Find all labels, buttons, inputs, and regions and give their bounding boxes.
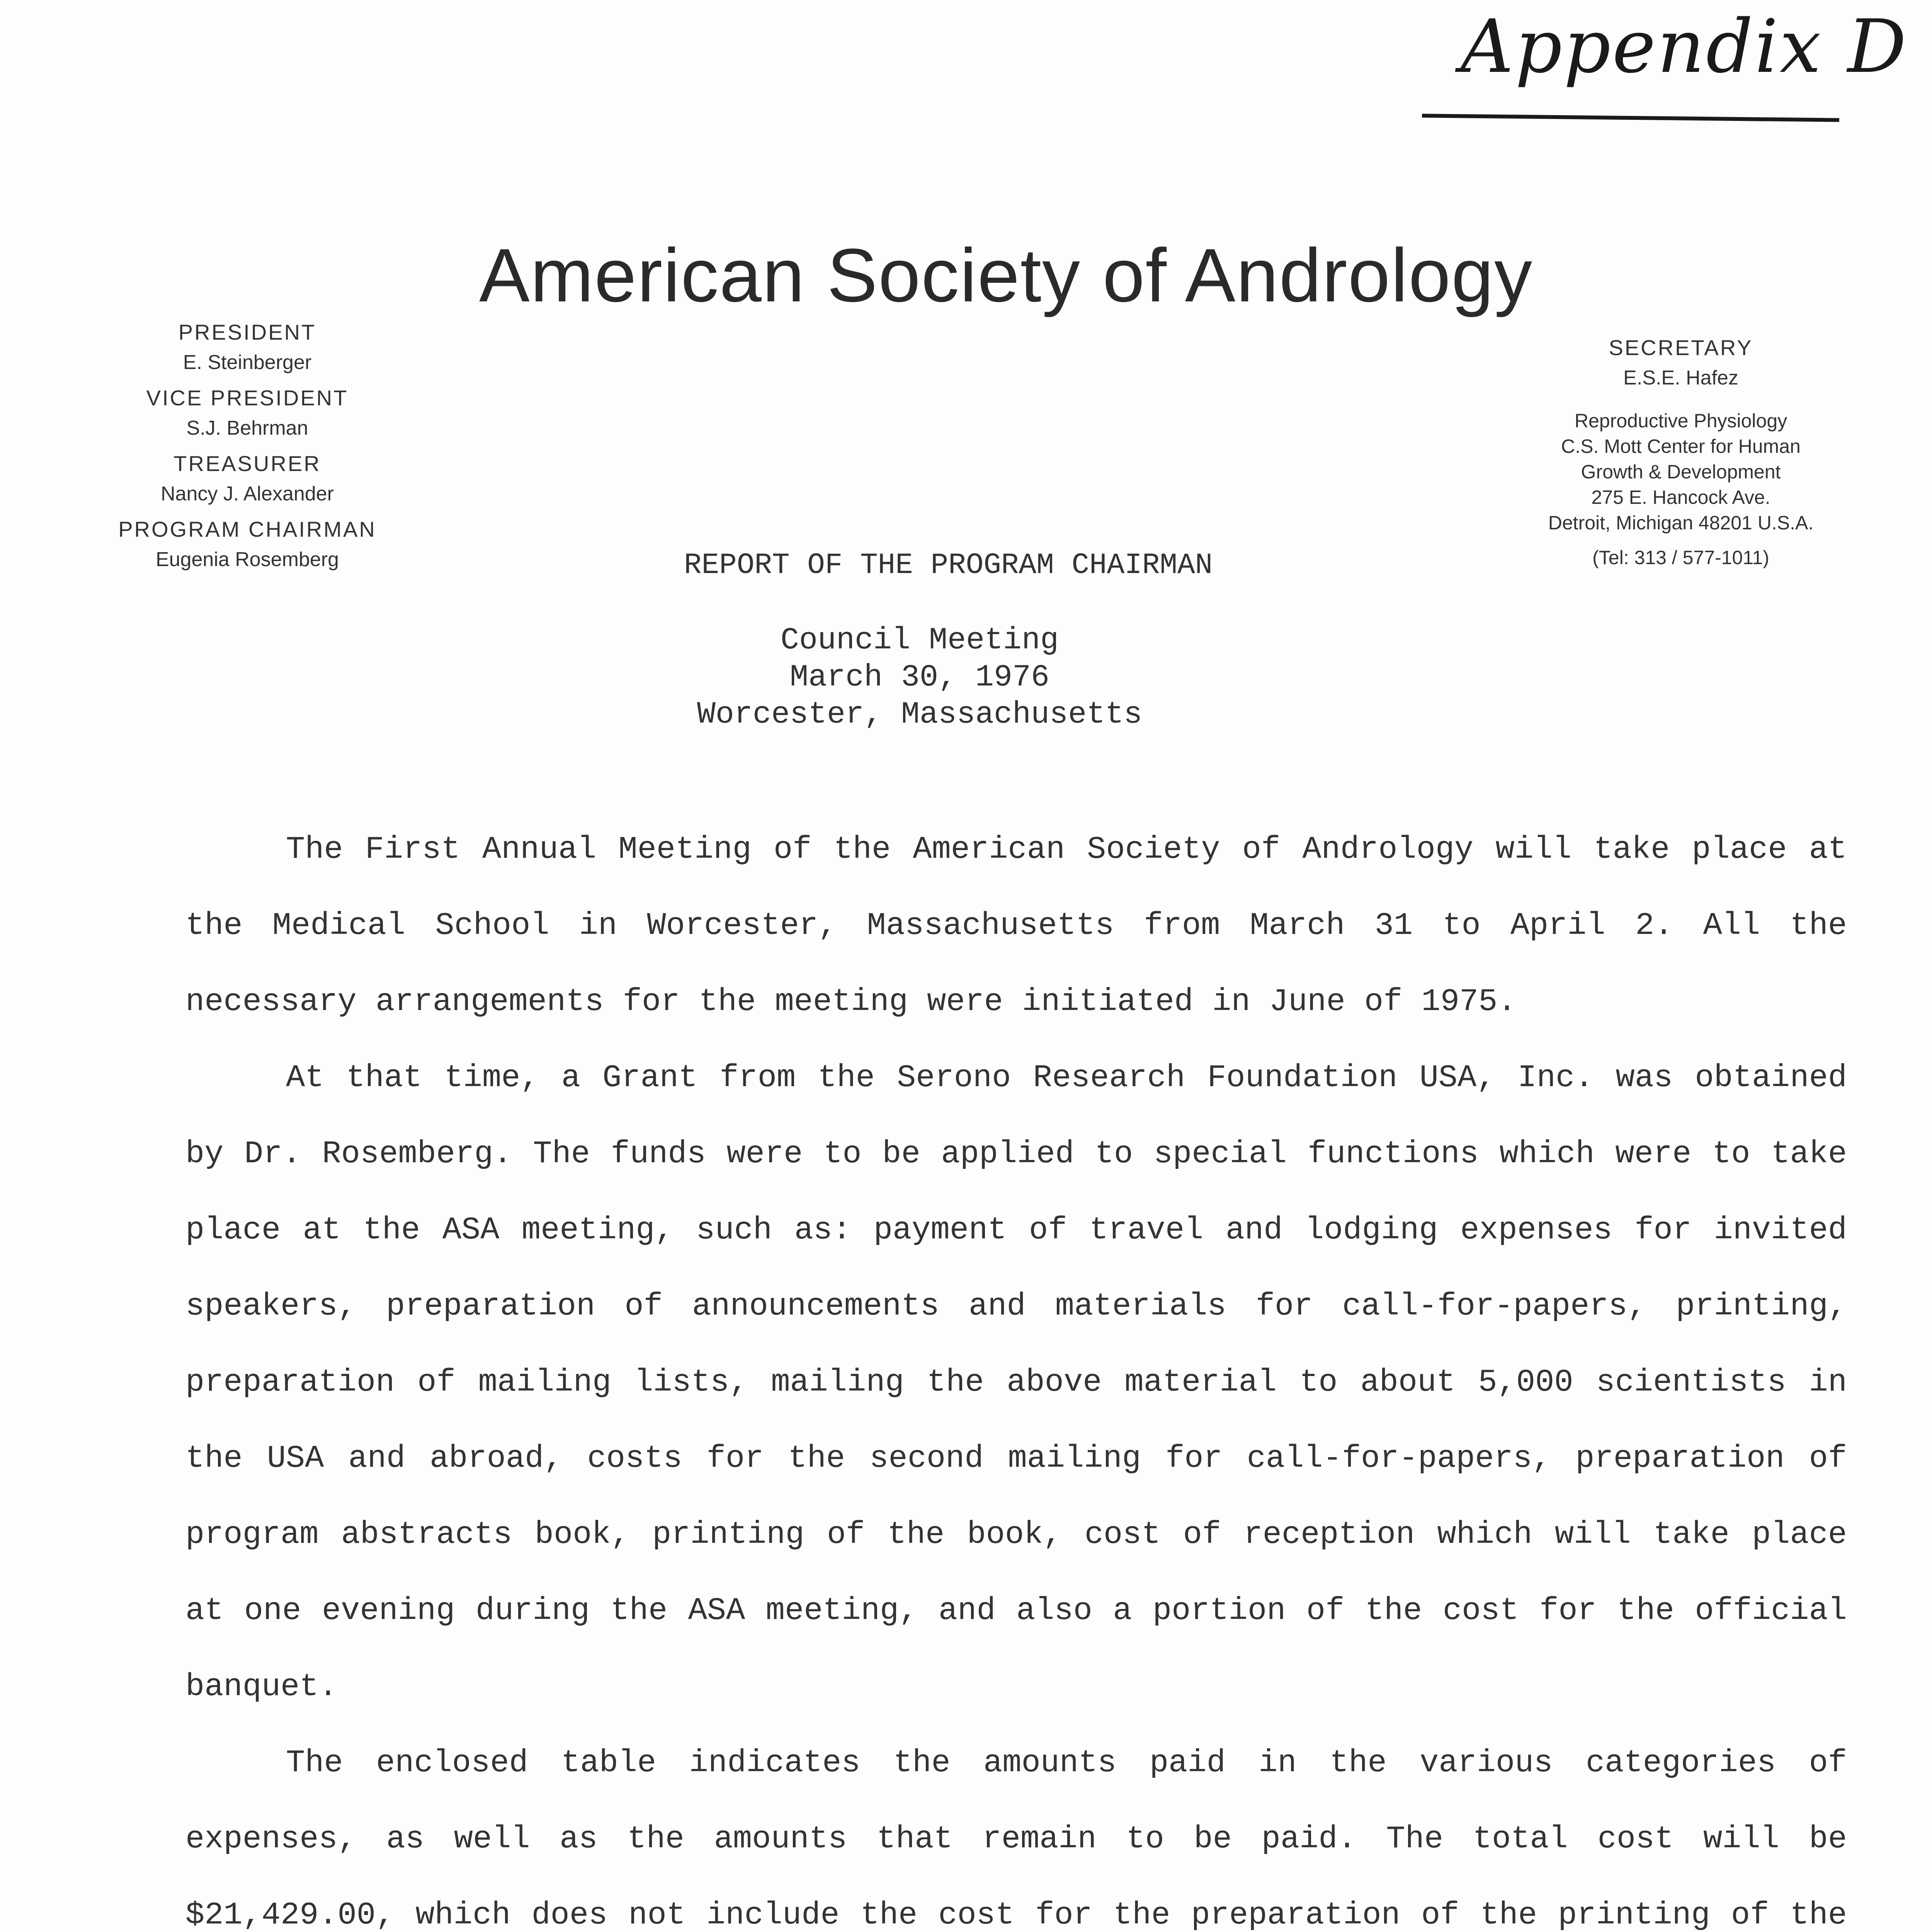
body-paragraph bbox=[185, 1725, 1847, 1932]
address-line: 275 E. Hancock Ave. bbox=[1591, 486, 1770, 508]
officer-treasurer bbox=[112, 448, 383, 509]
report-body bbox=[185, 811, 1847, 1932]
officers-list bbox=[112, 317, 383, 580]
officer-title: PRESIDENT bbox=[178, 320, 316, 344]
telephone-number: (Tel: 313 / 577-1011) bbox=[1592, 547, 1769, 568]
address-line: Growth & Development bbox=[1581, 461, 1781, 483]
meeting-date: March 30, 1976 bbox=[789, 660, 1050, 695]
secretary-name: E.S.E. Hafez bbox=[1623, 367, 1738, 389]
meeting-info bbox=[618, 622, 1221, 733]
officer-name: Eugenia Rosemberg bbox=[155, 548, 339, 571]
address-line: Detroit, Michigan 48201 U.S.A. bbox=[1548, 512, 1814, 534]
officer-name: Nancy J. Alexander bbox=[160, 483, 334, 505]
society-masthead: American Society of Andrology bbox=[479, 233, 1533, 318]
body-paragraph: At that time, a Grant from the Serono Research Foundation USA, Inc. was obtained by Dr. Rosemberg. The funds were to be applied to special functions which were to take place at the ASA meeting, such as: payment of travel and lodging expenses for invited speakers, preparation of announcements and materials for call-for-papers, printing, preparation of mailing lists, mailing the above material to about 5,000 scientists in the USA and abroad, costs for the second mailing for call-for-papers, preparation of program abstracts book, printing of the book, cost of reception which will take place at one evening during the ASA meeting, and also a portion of the cost for the official banquet. bbox=[185, 1060, 1847, 1705]
officer-president bbox=[112, 317, 383, 377]
officer-vice-president bbox=[112, 383, 383, 443]
officer-title: PROGRAM CHAIRMAN bbox=[118, 517, 376, 541]
annotation-underline bbox=[1422, 114, 1839, 122]
officer-name: S.J. Behrman bbox=[186, 417, 308, 439]
meeting-name: Council Meeting bbox=[780, 623, 1059, 658]
handwritten-annotation: Appendix D bbox=[1461, 4, 1908, 89]
officer-name: E. Steinberger bbox=[183, 351, 312, 374]
officer-program-chairman bbox=[112, 514, 383, 574]
secretary-block bbox=[1507, 332, 1855, 569]
address-line: Reproductive Physiology bbox=[1574, 410, 1787, 432]
officer-title: VICE PRESIDENT bbox=[146, 386, 349, 410]
body-paragraph: The First Annual Meeting of the American Society of Andrology will take place at the Medical School in Worcester, Massachusetts from March 31 to April 2. All the necessary arrangements for the meeting were initiated in June of 1975. bbox=[185, 832, 1847, 1020]
paragraph-text: The enclosed table indicates the amounts paid in the various categories of expenses, as well as the amounts that remain to be paid. The total cost will be $21,429.00, which does not include the cost for the preparation of the printing of the bbox=[185, 1745, 1847, 1932]
report-heading: REPORT OF THE PROGRAM CHAIRMAN bbox=[684, 549, 1213, 582]
officer-title: TREASURER bbox=[173, 451, 321, 476]
secretary-title: SECRETARY bbox=[1609, 335, 1753, 360]
meeting-location: Worcester, Massachusetts bbox=[697, 697, 1143, 732]
address-line: C.S. Mott Center for Human bbox=[1561, 435, 1801, 457]
